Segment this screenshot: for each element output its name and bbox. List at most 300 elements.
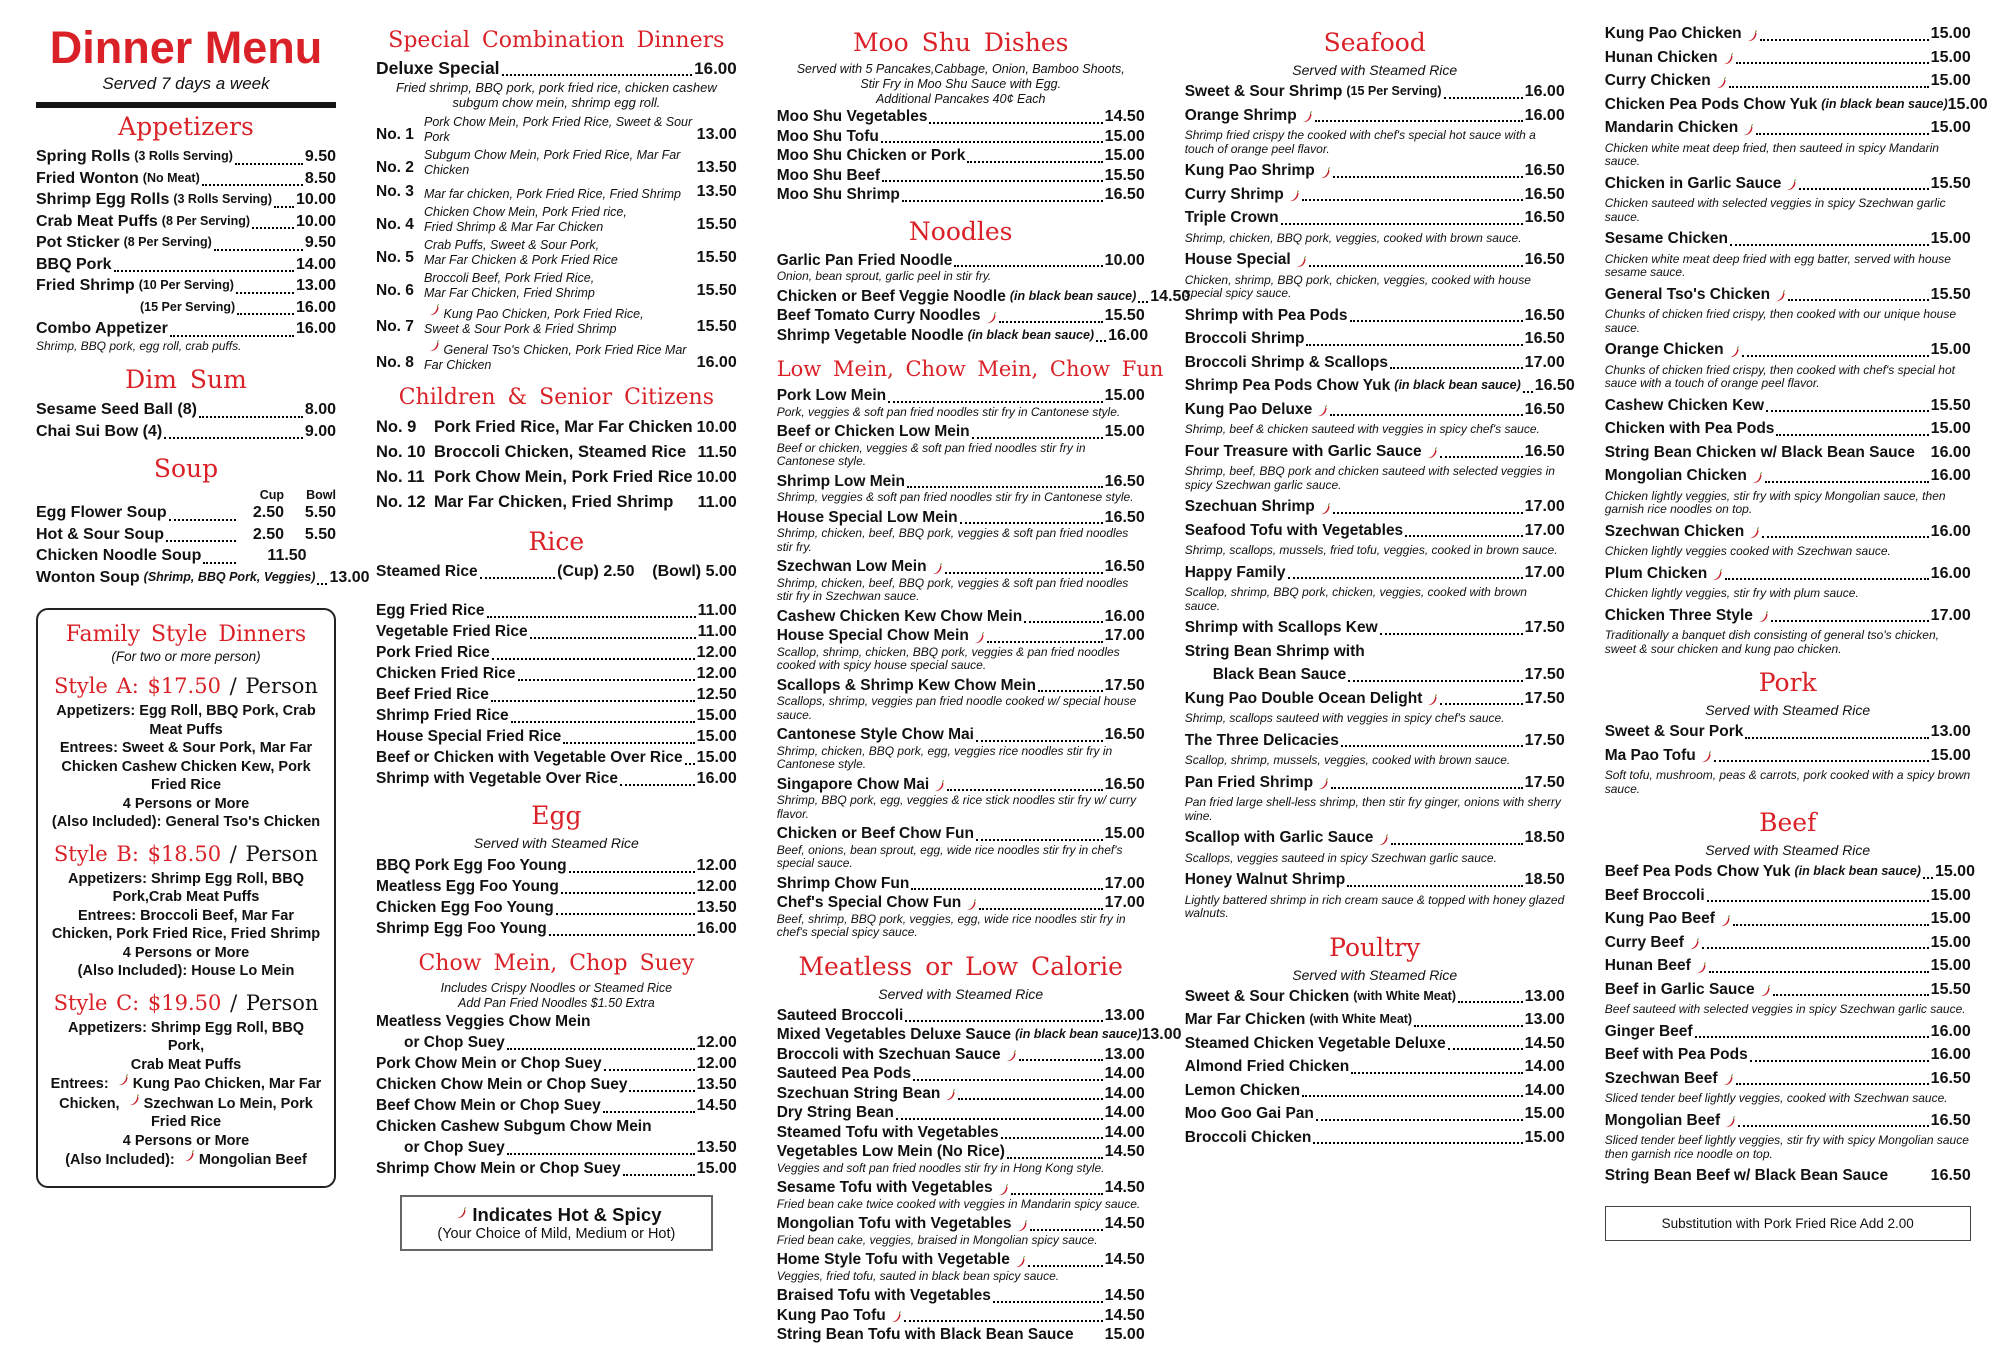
- menu-item: [777, 1250, 1145, 1270]
- section-heading: Noodles: [908, 216, 1013, 246]
- item-description: Shrimp, chicken, BBQ pork, veggies, cooked with brown sauce.: [1184, 230, 1522, 245]
- item-price: 15.50: [1104, 307, 1145, 324]
- item-price: 12.00: [696, 665, 737, 682]
- item-number: No. 2: [376, 159, 414, 176]
- item-price: 13.50: [696, 1139, 737, 1156]
- item-description: Shrimp, BBQ pork, egg, veggies & rice stick noodles stir fry w/ curry flavor.: [776, 793, 1137, 821]
- item-name: Beef Fried Rice: [376, 686, 489, 703]
- section-heading: Seafood: [1323, 28, 1426, 57]
- dot-leader: [1923, 877, 1933, 879]
- menu-item: [376, 1137, 737, 1158]
- style-detail-line: Entrees: Sweet & Sour Pork, Mar Far Chicken Cashew Chicken Kew, Pork Fried Rice: [59, 740, 313, 793]
- item-name: Shrimp Low Mein: [776, 472, 906, 490]
- menu-item: [777, 166, 1145, 186]
- item-price: 16.50: [1534, 377, 1575, 394]
- dot-leader: [1773, 994, 1929, 996]
- menu-item: [1185, 400, 1565, 420]
- item-name: Singapore Chow Mai: [776, 775, 930, 793]
- menu-item: [1605, 746, 1971, 766]
- item-description: Beef, shrimp, BBQ pork, veggies, egg, wide rice noodles stir fry in chef's special spicy sauce.: [776, 911, 1126, 939]
- item-name: Chicken Pea Pods Chow Yuk: [1604, 95, 1818, 113]
- item-price: 16.50: [1524, 442, 1565, 460]
- menu-section: [376, 527, 737, 789]
- section-heading: Beef: [1759, 808, 1817, 837]
- item-name: Broccoli with Szechuan Sauce: [776, 1045, 1001, 1063]
- price-column-label: Cup: [259, 488, 284, 502]
- menu-item: [1605, 419, 1971, 439]
- dot-leader: [1288, 577, 1523, 579]
- dot-leader: [549, 934, 695, 936]
- chili-pepper-icon: [1760, 985, 1770, 997]
- item-name: [424, 187, 697, 202]
- chili-pepper-icon: [1716, 77, 1726, 89]
- menu-item: [376, 642, 737, 663]
- style-per-person: / Person: [221, 990, 319, 1015]
- family-style-dinners-box: [36, 608, 336, 1188]
- chili-pepper-icon: [945, 1089, 955, 1101]
- item-name: Sauteed Pea Pods: [776, 1065, 912, 1082]
- dot-leader: [999, 321, 1103, 323]
- item-name: Plum Chicken: [1604, 564, 1708, 582]
- item-name: Almond Fried Chicken: [1184, 1058, 1350, 1075]
- item-price: 15.00: [696, 749, 737, 766]
- item-name-line: Mar far chicken, Pork Fried Rice, Fried Shrimp: [424, 187, 682, 201]
- item-price: 15.00: [1104, 127, 1145, 145]
- item-description: Shrimp, beef, BBQ pork and chicken sauteed with selected veggies in spicy Szechwan garlic sauce.: [1184, 464, 1555, 492]
- chili-pepper-icon: [1747, 30, 1757, 42]
- chili-pepper-icon: [1712, 569, 1722, 581]
- dot-leader: [1390, 367, 1523, 369]
- menu-item: [777, 775, 1145, 795]
- dot-leader: [1030, 1229, 1103, 1231]
- dot-leader: [1348, 680, 1522, 682]
- dot-leader: [1333, 176, 1523, 178]
- item-price: 16.50: [1524, 162, 1565, 179]
- dot-leader: [972, 437, 1103, 439]
- dot-leader: [929, 122, 1102, 124]
- item-price: 15.50: [1104, 166, 1145, 184]
- dot-leader: [604, 1069, 695, 1071]
- dot-leader: [1038, 690, 1103, 692]
- item-name: Moo Shu Vegetables: [776, 108, 928, 125]
- item-name-line: Mar Far Chicken, Fried Shrimp: [424, 286, 595, 300]
- item-name: [424, 271, 697, 301]
- menu-item: [36, 421, 336, 443]
- dot-leader: [164, 437, 303, 439]
- dot-leader: [1736, 1083, 1929, 1085]
- dot-leader: [1760, 39, 1929, 41]
- menu-item: [376, 855, 737, 876]
- item-description: Pork, veggies & soft pan fried noodles stir fry in Cantonese style.: [776, 404, 1121, 419]
- substitution-note-box: [1605, 1206, 1971, 1241]
- item-price: 16.00: [1930, 443, 1971, 461]
- style-detail-line: Entrees: Broccoli Beef, Mar Far Chicken, Pork Fried Rice, Fried Shrimp: [51, 907, 321, 942]
- item-price: 16.50: [1104, 508, 1145, 526]
- item-price: 13.50: [696, 183, 737, 200]
- menu-item: [777, 1103, 1145, 1123]
- section-note: Includes Crispy Noodles or Steamed Rice: [440, 981, 673, 995]
- item-price: 16.50: [1104, 775, 1145, 793]
- menu-item: [1185, 329, 1565, 349]
- section-heading: Meatless or Low Calorie: [798, 951, 1123, 981]
- section-heading: Special Combination Dinners: [388, 28, 725, 53]
- item-number: No. 5: [376, 249, 414, 266]
- dot-leader: [1725, 578, 1928, 580]
- menu-item: [1185, 497, 1565, 517]
- dot-leader: [881, 141, 1103, 143]
- dot-leader: [1011, 1193, 1103, 1195]
- menu-item: [1605, 1022, 1971, 1042]
- item-name: House Special Fried Rice: [376, 728, 562, 745]
- item-description: Chicken white meat deep fried, then sauteed in spicy Mandarin sauce.: [1604, 140, 1939, 168]
- menu-item: [36, 318, 336, 340]
- dot-leader: [507, 1048, 695, 1050]
- item-price: 11.00: [697, 623, 737, 640]
- item-name: Vegetable Fried Rice: [376, 623, 528, 640]
- item-name: Sweet & Sour Pork: [1604, 723, 1744, 740]
- item-name: Hot & Sour Soup: [36, 525, 164, 543]
- column-2-sections: [376, 24, 737, 1251]
- dot-leader: [487, 616, 696, 618]
- dot-leader: [237, 313, 294, 315]
- item-price: 13.50: [696, 159, 737, 176]
- item-price: 10.00: [295, 212, 336, 230]
- dot-leader: [976, 839, 1103, 841]
- item-name: Moo Shu Chicken or Pork: [776, 147, 966, 164]
- item-price: 17.00: [1524, 563, 1565, 581]
- menu-item: [1605, 24, 1971, 44]
- menu-item: [1185, 773, 1565, 793]
- menu-column-1: [36, 22, 370, 1284]
- chili-pepper-icon: [1427, 694, 1437, 706]
- item-price: 13.00: [1141, 1026, 1182, 1043]
- menu-item: [36, 524, 336, 546]
- item-qualifier: (No Meat): [142, 170, 200, 185]
- item-price: 10.00: [696, 469, 737, 486]
- item-name-line: General Tso's Chicken, Pork Fried Rice Mar Far Chicken: [424, 340, 697, 373]
- dot-leader: [620, 784, 695, 786]
- item-price: 11.00: [697, 602, 737, 619]
- item-description: Beef, onions, bean sprout, egg, wide rice noodles stir fry in chef's special sauce.: [776, 842, 1123, 870]
- item-name-line: Subgum Chow Mein, Pork Fried Rice, Mar Far Chicken: [424, 148, 681, 177]
- item-name: Steamed Chicken Vegetable Deluxe: [1184, 1034, 1446, 1052]
- menu-item: [1185, 618, 1565, 638]
- item-qualifier: (in black bean sauce): [1821, 96, 1948, 111]
- item-description: Chicken white meat deep fried with egg batter, served with house sesame sauce.: [1604, 251, 1951, 279]
- item-name: The Three Delicacies: [1184, 731, 1339, 749]
- item-name: Moo Goo Gai Pan: [1184, 1105, 1314, 1122]
- menu-item: [1185, 731, 1565, 751]
- chili-pepper-icon: [184, 1150, 194, 1162]
- item-description: Veggies, fried tofu, sauted in black bean spicy sauce.: [776, 1268, 1060, 1283]
- menu-item: [777, 508, 1145, 528]
- item-description: Shrimp, beef & chicken sauteed with veggies in spicy chef's sauce.: [1184, 422, 1540, 436]
- item-name-line: Pork Chow Mein, Pork Fried Rice, Sweet & Sour Pork: [424, 115, 693, 144]
- chili-pepper-icon: [1289, 190, 1299, 202]
- item-name: Sesame Chicken: [1604, 230, 1728, 247]
- item-price: 16.50: [1930, 1111, 1971, 1129]
- dot-leader: [967, 161, 1102, 163]
- menu-item: [1185, 442, 1565, 462]
- item-name: Orange Chicken: [1604, 341, 1724, 358]
- item-price: 14.50: [696, 1097, 737, 1114]
- dot-leader: [1313, 1142, 1522, 1144]
- item-number: No. 11: [376, 468, 425, 486]
- dot-leader: [1738, 1125, 1929, 1127]
- price-column-label: Bowl: [306, 488, 336, 502]
- note-line: Indicates Hot & Spicy: [410, 1204, 703, 1226]
- item-name: Chicken Fried Rice: [376, 665, 516, 682]
- item-price: 15.00: [1947, 95, 1988, 113]
- dot-leader: [1702, 947, 1929, 949]
- dot-leader: [1309, 265, 1523, 267]
- menu-item: [1605, 564, 1971, 584]
- menu-item: [777, 472, 1145, 492]
- menu-item: [777, 1006, 1145, 1026]
- menu-item: [1605, 933, 1971, 953]
- menu-item: [376, 876, 737, 897]
- dot-leader: [1007, 1157, 1103, 1159]
- item-name: [424, 148, 697, 178]
- item-name: Curry Chicken: [1604, 72, 1711, 89]
- menu-item: [376, 663, 737, 684]
- menu-item: [376, 1074, 737, 1095]
- section-heading: Dim Sum: [125, 365, 247, 394]
- item-price: 15.00: [1104, 147, 1145, 164]
- dot-leader: [511, 721, 695, 723]
- menu-item: [376, 440, 737, 465]
- item-name: Beef Tomato Curry Noodles: [776, 307, 981, 324]
- item-price: 10.00: [295, 191, 336, 208]
- item-price: 15.50: [696, 318, 737, 335]
- menu-item: [1185, 106, 1565, 126]
- item-name: Crab Meat Puffs: [36, 212, 158, 230]
- dot-leader: [1765, 481, 1929, 483]
- item-qualifier: (in black bean sauce): [1015, 1027, 1142, 1041]
- item-name: Shrimp Egg Rolls: [36, 191, 170, 208]
- style-detail-line: 4 Persons or More: [122, 1132, 250, 1149]
- dot-leader: [902, 200, 1103, 202]
- dot-leader: [911, 888, 1102, 890]
- item-price-bowl: 5.50: [304, 504, 336, 521]
- item-price: 14.00: [1524, 1058, 1565, 1075]
- item-price: 16.50: [1524, 185, 1565, 203]
- item-description: Fried shrimp, BBQ pork, pork fried rice, chicken cashew subgum chow mein, shrimp egg roll.: [395, 80, 717, 110]
- dot-leader: [1523, 391, 1533, 393]
- menu-item: [1185, 208, 1565, 228]
- dot-leader: [623, 1174, 695, 1176]
- dot-leader: [1391, 843, 1522, 845]
- item-price: 17.00: [1930, 606, 1971, 624]
- item-price: 17.50: [1524, 619, 1565, 636]
- menu-section: [776, 951, 1182, 1345]
- section-heading: Appetizers: [118, 112, 254, 141]
- item-name: Wonton Soup: [36, 568, 140, 586]
- item-name: Fried Wonton: [36, 169, 139, 187]
- chili-pepper-icon: [1743, 124, 1753, 136]
- section-heading: Egg: [531, 801, 582, 830]
- menu-item: [1185, 563, 1565, 583]
- item-name: [424, 205, 697, 235]
- column-5-sections: [1604, 24, 1988, 1241]
- note-line: (Your Choice of Mild, Medium or Hot): [437, 1226, 676, 1242]
- menu-item: [1185, 870, 1565, 890]
- item-name: Lemon Chicken: [1184, 1081, 1301, 1099]
- item-price: 14.50: [1104, 1251, 1145, 1268]
- item-name-line: Fried Shrimp & Mar Far Chicken: [424, 220, 604, 234]
- item-description: Traditionally a banquet dish consisting of general tso's chicken, sweet & sour chicken and kung pao chicken.: [1604, 628, 1939, 656]
- item-price: 14.50: [1524, 1034, 1565, 1052]
- dot-leader: [1024, 621, 1102, 623]
- item-name: Sweet & Sour Chicken: [1184, 987, 1350, 1005]
- item-name: Mandarin Chicken: [1604, 119, 1739, 136]
- menu-item: [36, 545, 336, 567]
- item-price: 16.00: [1524, 106, 1565, 124]
- menu-item: [376, 897, 737, 918]
- menu-item: [777, 1214, 1145, 1234]
- item-price: 16.50: [1524, 251, 1565, 268]
- chili-pepper-icon: [1752, 472, 1762, 484]
- style-title: [48, 991, 324, 1015]
- menu-item: [1605, 722, 1971, 742]
- menu-item: [1605, 48, 1971, 68]
- item-name: Curry Beef: [1604, 933, 1684, 951]
- item-price: 17.00: [1524, 498, 1565, 515]
- section-note: (For two or more person): [111, 649, 261, 664]
- item-price: 16.50: [1104, 726, 1145, 743]
- item-description: Veggies and soft pan fried noodles stir fry in Hong Kong style.: [776, 1160, 1105, 1175]
- menu-item: [777, 1306, 1145, 1326]
- menu-item: [36, 232, 336, 254]
- dot-leader: [888, 401, 1103, 403]
- item-name: Pan Fried Shrimp: [1184, 773, 1314, 791]
- section-heading: Moo Shu Dishes: [852, 28, 1069, 57]
- chili-pepper-icon: [1302, 111, 1312, 123]
- item-name: Cashew Chicken Kew: [1604, 396, 1765, 414]
- menu-item: [1185, 1034, 1565, 1054]
- item-name: Mongolian Chicken: [1604, 467, 1747, 484]
- dot-leader: [1333, 512, 1523, 514]
- menu-item: [376, 726, 737, 747]
- item-price: 14.00: [1104, 1065, 1145, 1082]
- item-name: Happy Family: [1184, 563, 1286, 581]
- item-name: Broccoli Chicken: [1184, 1128, 1312, 1146]
- dot-leader: [1331, 787, 1523, 789]
- menu-item: [1185, 689, 1565, 709]
- menu-item: [1185, 1081, 1565, 1101]
- menu-section: [1185, 933, 1565, 1148]
- menu-item: [777, 1325, 1145, 1345]
- dot-leader: [1444, 97, 1523, 99]
- item-description: Soft tofu, mushroom, peas & carrots, pork cooked with a spicy brown sauce.: [1604, 768, 1971, 796]
- item-name: Chicken Egg Foo Young: [376, 899, 554, 916]
- item-name: Mongolian Tofu with Vegetables: [776, 1215, 1012, 1232]
- item-description: Lightly battered shrimp in rich cream sauce & topped with honey glazed walnuts.: [1184, 892, 1565, 920]
- section-heading: Children & Senior Citizens: [398, 385, 715, 410]
- item-name: Beef in Garlic Sauce: [1604, 980, 1755, 998]
- dot-leader: [491, 700, 695, 702]
- chili-pepper-icon: [1296, 256, 1306, 268]
- chili-pepper-icon: [934, 780, 944, 792]
- dot-leader: [569, 871, 695, 873]
- item-name: Beef or Chicken with Vegetable Over Rice: [376, 749, 683, 766]
- item-name: Hunan Beef: [1604, 957, 1691, 974]
- item-name: Moo Shu Shrimp: [776, 186, 900, 203]
- chili-pepper-icon: [1696, 962, 1706, 974]
- item-price: 15.00: [1524, 1105, 1565, 1122]
- menu-item: [376, 271, 737, 301]
- menu-item: [1605, 174, 1971, 194]
- price-column-headers: [36, 488, 336, 502]
- item-name: Szechwan Beef: [1604, 1069, 1718, 1087]
- item-description: Scallops, shrimp, veggies pan fried noodle cooked w/ special house sauce.: [776, 694, 1137, 722]
- section-heading: Low Mein, Chow Mein, Chow Fun: [776, 357, 1164, 381]
- menu-item: [1605, 71, 1971, 91]
- dot-leader: [492, 658, 695, 660]
- menu-item: [1185, 1104, 1565, 1124]
- item-name: Meatless Egg Foo Young: [376, 878, 559, 895]
- dot-leader: [629, 1090, 694, 1092]
- menu-item: [1605, 956, 1971, 976]
- item-price: 16.00: [1930, 1022, 1971, 1040]
- item-name: Sesame Seed Ball (8): [36, 401, 197, 418]
- menu-section: [376, 385, 737, 515]
- item-price: 15.00: [1930, 886, 1971, 904]
- menu-item: [376, 115, 737, 145]
- item-price: 17.00: [1104, 894, 1145, 911]
- dot-leader: [1771, 620, 1929, 622]
- menu-item: [36, 254, 336, 276]
- dot-leader: [563, 742, 694, 744]
- chili-pepper-icon: [998, 1184, 1008, 1196]
- menu-item: [777, 422, 1145, 442]
- chili-pepper-icon: [1378, 834, 1388, 846]
- item-description: Fried bean cake twice cooked with veggies in Mandarin spicy sauce.: [776, 1196, 1141, 1211]
- item-price: 17.00: [1104, 627, 1145, 644]
- menu-subtitle: Served 7 days a week: [102, 74, 270, 93]
- item-name: House Special Low Mein: [776, 508, 958, 526]
- menu-item: [1605, 980, 1971, 1000]
- menu-item: [376, 304, 737, 337]
- style-name-price: Style B: $18.50: [53, 841, 222, 866]
- item-price: 15.00: [1930, 957, 1971, 974]
- item-name: Pork Low Mein: [776, 387, 887, 404]
- chili-pepper-icon: [1427, 447, 1437, 459]
- style-detail-line: 4 Persons or More: [122, 795, 250, 812]
- menu-item: [36, 168, 336, 190]
- menu-item: [776, 287, 1191, 307]
- item-name: Broccoli Shrimp & Scallops: [1184, 353, 1388, 371]
- menu-section: [1604, 808, 1975, 1186]
- dot-leader: [166, 540, 236, 542]
- item-name: String Bean Chicken w/ Black Bean Sauce: [1604, 443, 1915, 461]
- section-note: Stir Fry in Moo Shu Sauce with Egg.: [860, 77, 1062, 91]
- chili-pepper-icon: [966, 899, 976, 911]
- chili-pepper-icon: [1775, 290, 1785, 302]
- style-detail-line: Entrees: Kung Pao Chicken, Mar Far Chicken, Szechwan Lo Mein, Pork Fried Rice: [50, 1076, 322, 1130]
- item-price: 14.00: [1524, 1081, 1565, 1099]
- dot-leader: [530, 637, 696, 639]
- menu-item: [777, 557, 1145, 577]
- menu-item: [777, 1045, 1145, 1065]
- item-description: Shrimp, scallops sauteed with veggies in spicy chef's sauce.: [1184, 711, 1505, 725]
- item-price: 17.50: [1524, 689, 1565, 707]
- menu-item: [36, 567, 370, 589]
- menu-item: [376, 340, 737, 373]
- menu-section: [36, 112, 336, 353]
- chili-pepper-icon: [974, 632, 984, 644]
- item-name: House Special: [1184, 251, 1291, 268]
